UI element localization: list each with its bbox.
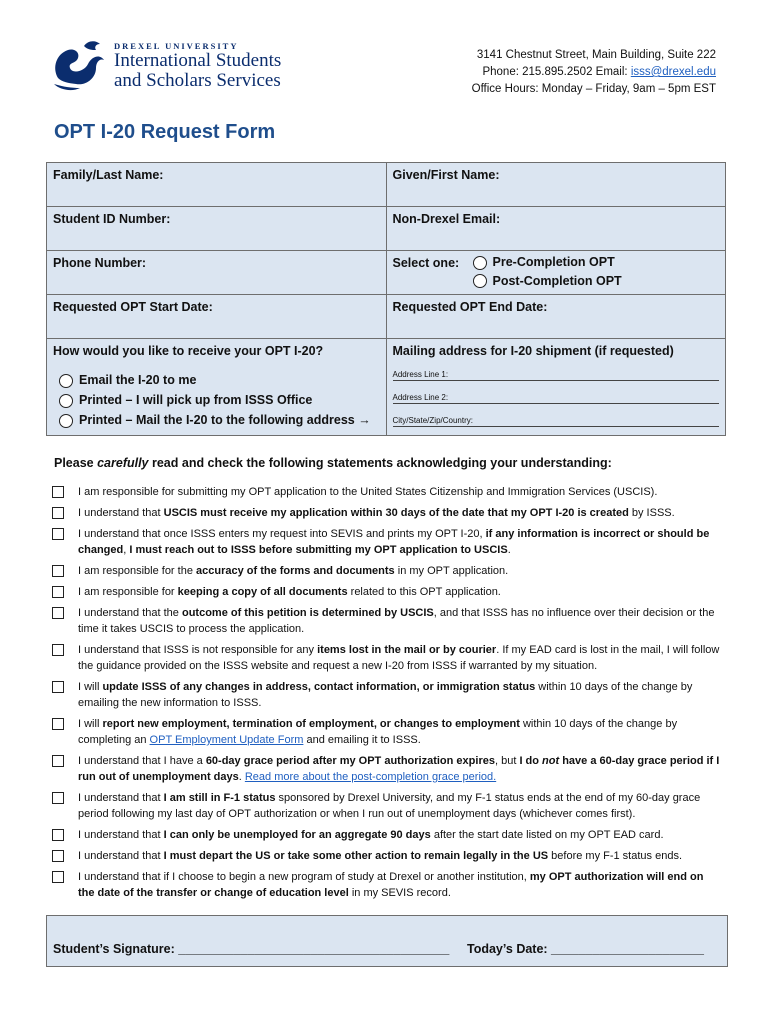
radio-icon[interactable] bbox=[59, 414, 73, 428]
statement-item bbox=[52, 790, 722, 822]
address-line-1-field[interactable]: Address Line 1: bbox=[393, 370, 720, 381]
statement-item bbox=[52, 505, 722, 521]
statement-bold: report new employment, termination of employment, or changes to employment bbox=[102, 718, 520, 730]
option-mail[interactable] bbox=[59, 410, 380, 430]
contact-address: 3141 Chestnut Street, Main Building, Suite 222 bbox=[476, 49, 716, 61]
logo-line-1: International Students bbox=[114, 50, 282, 71]
statement-run: I understand that if I choose to begin a new program of study at Drexel or another institution, bbox=[78, 871, 530, 883]
heading-emphasis: carefully bbox=[97, 456, 149, 470]
statement-run: within 10 days of the change by emailing the new information to ISSS. bbox=[78, 681, 693, 709]
option-email[interactable] bbox=[59, 370, 380, 390]
student-id-field[interactable] bbox=[47, 207, 387, 251]
option-email-label: Email the I-20 to me bbox=[79, 373, 197, 387]
statement-run: I will bbox=[78, 718, 103, 730]
statement-run: I understand that ISSS is not responsible for any bbox=[78, 644, 318, 656]
statement-run: I am responsible for bbox=[78, 586, 178, 598]
statement-run: related to this OPT application. bbox=[347, 586, 501, 598]
statement-bold: 60-day grace period after my OPT authorization expires bbox=[205, 755, 495, 767]
statement-run: . If my EAD card is lost in the mail, I will follow the guidance provided on the ISSS website and request a new I-20 from ISSS if warranted by my situation. bbox=[78, 644, 720, 672]
radio-icon[interactable] bbox=[473, 256, 487, 270]
statement-run: I will bbox=[78, 681, 103, 693]
statement-link[interactable]: Read more about the post-completion grace period. bbox=[244, 771, 497, 783]
receive-question: How would you like to receive your OPT I-20? bbox=[53, 344, 324, 358]
receive-method-cell bbox=[47, 339, 387, 436]
statement-run: I understand that bbox=[78, 507, 164, 519]
statement-text bbox=[78, 507, 675, 519]
statement-text bbox=[78, 565, 508, 577]
logo-line-2: and Scholars Services bbox=[114, 70, 281, 91]
statement-text bbox=[78, 850, 682, 862]
given-name-label: Given/First Name: bbox=[392, 168, 500, 182]
statement-item bbox=[52, 584, 722, 600]
statement-run: , and that ISSS has no influence over their decision or the time it takes USCIS to process the application. bbox=[78, 607, 715, 635]
student-id-label: Student ID Number: bbox=[53, 212, 171, 226]
checkbox[interactable] bbox=[52, 507, 64, 519]
statement-bold: I can only be unemployed for an aggregate 90 days bbox=[163, 829, 431, 841]
statement-text bbox=[78, 792, 700, 820]
checkbox[interactable] bbox=[52, 681, 64, 693]
page-title: OPT I-20 Request Form bbox=[54, 121, 276, 143]
statement-run: and emailing it to ISSS. bbox=[303, 734, 421, 746]
mailing-header: Mailing address for I-20 shipment (if requested) bbox=[392, 344, 674, 358]
statement-bold: not bbox=[542, 755, 560, 767]
statement-text bbox=[78, 528, 709, 556]
checkbox[interactable] bbox=[52, 644, 64, 656]
option-pickup-label: Printed – I will pick up from ISSS Office bbox=[79, 393, 313, 407]
contact-info bbox=[472, 47, 716, 98]
statement-list bbox=[52, 484, 722, 906]
statement-run: I understand that I have a bbox=[78, 755, 206, 767]
statement-run: I understand that the bbox=[78, 607, 182, 619]
statement-bold: items lost in the mail or by courier bbox=[317, 644, 497, 656]
statement-run: I understand that bbox=[78, 829, 164, 841]
student-signature-field[interactable]: Student’s Signature: _______________________________________ bbox=[53, 942, 450, 956]
statement-text bbox=[78, 486, 657, 498]
heading-post: read and check the following statements acknowledging your understanding: bbox=[148, 456, 612, 470]
checkbox[interactable] bbox=[52, 528, 64, 540]
statement-text bbox=[78, 871, 703, 899]
radio-icon[interactable] bbox=[59, 374, 73, 388]
statement-bold: I am still in F-1 status bbox=[163, 792, 276, 804]
post-completion-label: Post-Completion OPT bbox=[492, 273, 622, 288]
statement-item bbox=[52, 679, 722, 711]
statement-text bbox=[78, 718, 677, 746]
email-link[interactable]: isss@drexel.edu bbox=[630, 66, 716, 78]
radio-icon[interactable] bbox=[473, 274, 487, 288]
start-date-label: Requested OPT Start Date: bbox=[53, 300, 213, 314]
contact-phone-email bbox=[472, 64, 716, 81]
statement-item bbox=[52, 716, 722, 748]
statement-item bbox=[52, 605, 722, 637]
signature-box bbox=[46, 915, 728, 967]
statement-link[interactable]: OPT Employment Update Form bbox=[149, 734, 304, 746]
statement-run: I am responsible for submitting my OPT application to the United States Citizenship and Immigration Services (USCIS). bbox=[78, 486, 658, 498]
checkbox[interactable] bbox=[52, 486, 64, 498]
statement-bold: keeping a copy of all documents bbox=[177, 586, 348, 598]
statement-run: before my F-1 status ends. bbox=[548, 850, 682, 862]
statement-bold: accuracy of the forms and documents bbox=[196, 565, 395, 577]
statement-run: in my SEVIS record. bbox=[348, 887, 451, 899]
statement-text bbox=[78, 829, 664, 841]
dragon-icon bbox=[50, 38, 108, 92]
statement-bold: have a 60-day grace period if I run out of unemployment days bbox=[78, 755, 720, 783]
statement-item bbox=[52, 526, 722, 558]
checkbox[interactable] bbox=[52, 607, 64, 619]
statement-text bbox=[78, 644, 719, 672]
checkbox[interactable] bbox=[52, 718, 64, 730]
statement-run: after the start date listed on my OPT EAD card. bbox=[430, 829, 664, 841]
statement-item bbox=[52, 563, 722, 579]
statement-run: I understand that bbox=[78, 850, 164, 862]
mailing-address-cell bbox=[386, 339, 726, 436]
checkbox[interactable] bbox=[52, 792, 64, 804]
statement-item bbox=[52, 848, 722, 864]
end-date-label: Requested OPT End Date: bbox=[392, 300, 548, 314]
statement-text bbox=[78, 681, 692, 709]
statement-run: by ISSS. bbox=[628, 507, 675, 519]
contact-hours: Office Hours: Monday – Friday, 9am – 5pm EST bbox=[471, 83, 716, 95]
post-completion-option[interactable] bbox=[473, 274, 622, 289]
option-pickup[interactable] bbox=[59, 390, 380, 410]
checkbox[interactable] bbox=[52, 565, 64, 577]
statement-item bbox=[52, 827, 722, 843]
select-one-label: Select one: bbox=[392, 256, 460, 270]
heading-pre: Please bbox=[54, 456, 98, 470]
given-name-field[interactable] bbox=[386, 163, 726, 207]
option-mail-label: Printed – Mail the I-20 to the following address → bbox=[79, 413, 371, 427]
pre-completion-label: Pre-Completion OPT bbox=[492, 255, 615, 269]
isss-logo bbox=[50, 38, 320, 94]
acknowledgement-heading bbox=[54, 456, 612, 470]
statement-run: in my OPT application. bbox=[394, 565, 509, 577]
statement-bold: my OPT authorization will end on the date of the transfer or change of education level bbox=[78, 871, 704, 899]
opt-type-cell bbox=[386, 251, 726, 295]
radio-icon[interactable] bbox=[59, 394, 73, 408]
checkbox[interactable] bbox=[52, 586, 64, 598]
checkbox[interactable] bbox=[52, 871, 64, 883]
statement-run: , but bbox=[494, 755, 520, 767]
logo-university: DREXEL UNIVERSITY bbox=[114, 41, 239, 51]
statement-item bbox=[52, 484, 722, 500]
start-date-field[interactable] bbox=[47, 295, 387, 339]
checkbox[interactable] bbox=[52, 755, 64, 767]
statement-item bbox=[52, 753, 722, 785]
phone-field[interactable] bbox=[47, 251, 387, 295]
contact-phone: Phone: 215.895.2502 Email: bbox=[482, 66, 631, 78]
statement-run: . bbox=[238, 771, 245, 783]
statement-run: . bbox=[507, 544, 511, 556]
pre-completion-option[interactable] bbox=[473, 255, 622, 270]
statement-bold: I must depart the US or take some other action to remain legally in the US bbox=[163, 850, 549, 862]
statement-text bbox=[78, 607, 714, 635]
statement-item bbox=[52, 869, 722, 901]
statement-bold: if any information is incorrect or should be changed bbox=[78, 528, 710, 556]
non-drexel-email-field[interactable] bbox=[386, 207, 726, 251]
statement-text bbox=[78, 755, 719, 783]
checkbox[interactable] bbox=[52, 850, 64, 862]
statement-item bbox=[52, 642, 722, 674]
family-name-label: Family/Last Name: bbox=[53, 168, 164, 182]
family-name-field[interactable] bbox=[47, 163, 387, 207]
statement-bold: I must reach out to ISSS before submitting my OPT application to USCIS bbox=[129, 544, 508, 556]
statement-run: sponsored by Drexel University, and my F-1 status ends at the end of my 60-day grace period following my last day of OPT authorization or when I run out of unemployment days (whichever comes first). bbox=[78, 792, 701, 820]
statement-text bbox=[78, 586, 501, 598]
request-form-table bbox=[46, 162, 726, 436]
statement-bold: I do bbox=[519, 755, 543, 767]
checkbox[interactable] bbox=[52, 829, 64, 841]
phone-label: Phone Number: bbox=[53, 256, 147, 270]
statement-run: , bbox=[123, 544, 130, 556]
todays-date-field[interactable]: Today’s Date: ______________________ bbox=[467, 942, 704, 956]
statement-bold: outcome of this petition is determined by USCIS bbox=[181, 607, 434, 619]
address-line-2-field[interactable]: Address Line 2: bbox=[393, 393, 720, 404]
city-state-field[interactable]: City/State/Zip/Country: bbox=[393, 416, 720, 427]
statement-bold: update ISSS of any changes in address, contact information, or immigration status bbox=[102, 681, 536, 693]
non-drexel-email-label: Non-Drexel Email: bbox=[392, 212, 501, 226]
end-date-field[interactable] bbox=[386, 295, 726, 339]
statement-bold: USCIS must receive my application within 30 days of the date that my OPT I-20 is created bbox=[163, 507, 629, 519]
statement-run: I am responsible for the bbox=[78, 565, 197, 577]
statement-run: I understand that once ISSS enters my request into SEVIS and prints my OPT I-20, bbox=[78, 528, 486, 540]
statement-run: I understand that bbox=[78, 792, 164, 804]
statement-run: within 10 days of the change by completing an bbox=[78, 718, 678, 746]
